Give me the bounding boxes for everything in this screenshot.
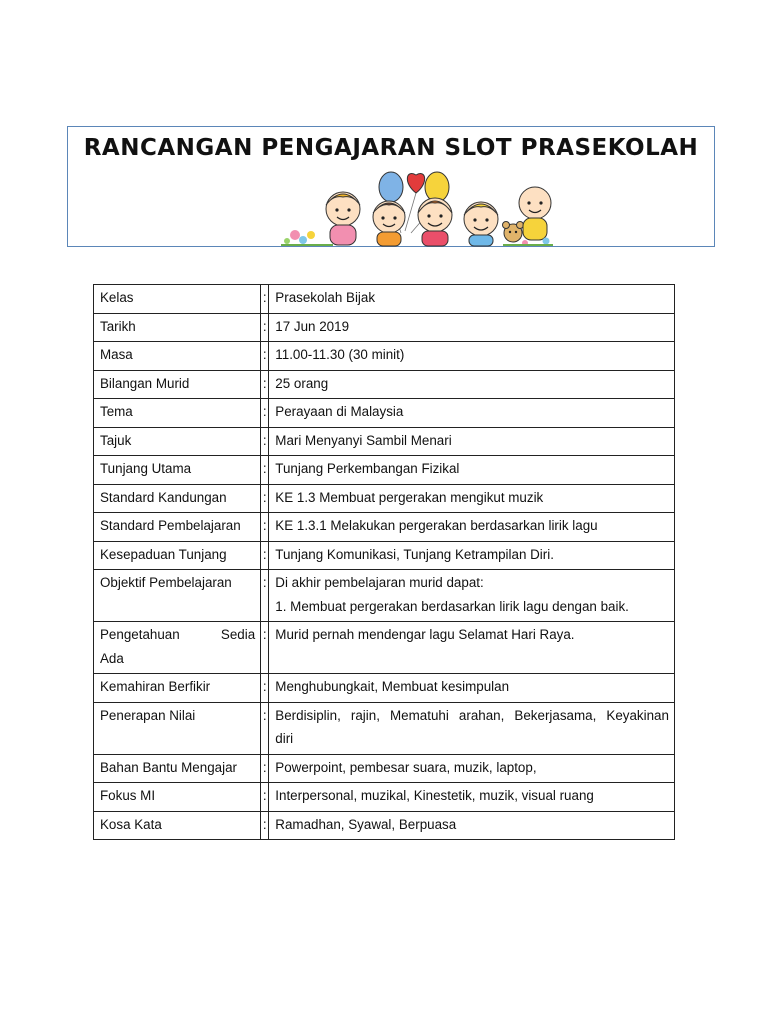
row-separator: : bbox=[261, 754, 269, 783]
row-value: 11.00-11.30 (30 minit) bbox=[269, 342, 675, 371]
table-row-masa bbox=[94, 342, 675, 371]
row-separator: : bbox=[261, 313, 269, 342]
row-label-word: Pengetahuan bbox=[100, 627, 180, 642]
row-label: Standard Pembelajaran bbox=[94, 513, 261, 542]
row-separator: : bbox=[261, 285, 269, 314]
row-separator: : bbox=[261, 456, 269, 485]
children-balloons-illustration bbox=[213, 165, 553, 247]
page-title: RANCANGAN PENGAJARAN SLOT PRASEKOLAH bbox=[83, 135, 699, 161]
row-label: Kelas bbox=[94, 285, 261, 314]
row-separator: : bbox=[261, 513, 269, 542]
table-row-bilangan-murid bbox=[94, 370, 675, 399]
row-separator: : bbox=[261, 541, 269, 570]
row-value: Menghubungkait, Membuat kesimpulan bbox=[269, 674, 675, 703]
row-label: Tunjang Utama bbox=[94, 456, 261, 485]
yellow-balloon-icon bbox=[425, 172, 449, 202]
table-row-tarikh bbox=[94, 313, 675, 342]
row-label: Penerapan Nilai bbox=[94, 702, 261, 754]
row-value: KE 1.3.1 Melakukan pergerakan berdasarkan lirik lagu bbox=[269, 513, 675, 542]
table-row-tema bbox=[94, 399, 675, 428]
row-value-word: Keyakinan bbox=[606, 707, 669, 723]
row-separator: : bbox=[261, 399, 269, 428]
header-banner bbox=[67, 126, 715, 247]
table-row-kemahiran-berfikir bbox=[94, 674, 675, 703]
row-separator: : bbox=[261, 702, 269, 754]
row-value-line bbox=[275, 704, 669, 728]
row-value: Mari Menyanyi Sambil Menari bbox=[269, 427, 675, 456]
row-value-word: Berdisiplin, bbox=[275, 707, 341, 723]
lesson-plan-table bbox=[93, 284, 675, 840]
row-label: Standard Kandungan bbox=[94, 484, 261, 513]
row-separator: : bbox=[261, 342, 269, 371]
row-label-line: Ada bbox=[100, 650, 124, 666]
row-value: Murid pernah mendengar lagu Selamat Hari Raya. bbox=[269, 622, 675, 674]
row-label: Kosa Kata bbox=[94, 811, 261, 840]
table-row-standard-kandungan bbox=[94, 484, 675, 513]
table-row-kelas bbox=[94, 285, 675, 314]
table-row-penerapan-nilai bbox=[94, 702, 675, 754]
row-separator: : bbox=[261, 674, 269, 703]
row-label bbox=[94, 622, 261, 674]
row-value bbox=[269, 570, 675, 622]
row-label: Objektif Pembelajaran bbox=[94, 570, 261, 622]
row-label: Masa bbox=[94, 342, 261, 371]
row-separator: : bbox=[261, 427, 269, 456]
table-row-fokus-mi bbox=[94, 783, 675, 812]
row-label: Bahan Bantu Mengajar bbox=[94, 754, 261, 783]
row-label: Kesepaduan Tunjang bbox=[94, 541, 261, 570]
table-row-tunjang-utama bbox=[94, 456, 675, 485]
table-row-pengetahuan-sedia-ada bbox=[94, 622, 675, 674]
row-label: Tarikh bbox=[94, 313, 261, 342]
table-row-objektif-pembelajaran bbox=[94, 570, 675, 622]
row-value-line: diri bbox=[275, 731, 294, 746]
row-separator: : bbox=[261, 484, 269, 513]
row-separator: : bbox=[261, 783, 269, 812]
table-row-kesepaduan-tunjang bbox=[94, 541, 675, 570]
row-value: 17 Jun 2019 bbox=[269, 313, 675, 342]
row-value-word: arahan, bbox=[458, 707, 505, 723]
row-value bbox=[269, 702, 675, 754]
row-label: Bilangan Murid bbox=[94, 370, 261, 399]
table-row-standard-pembelajaran bbox=[94, 513, 675, 542]
row-separator: : bbox=[261, 622, 269, 674]
row-value: Tunjang Perkembangan Fizikal bbox=[269, 456, 675, 485]
row-value: 25 orang bbox=[269, 370, 675, 399]
row-value: Interpersonal, muzikal, Kinestetik, muzik, visual ruang bbox=[269, 783, 675, 812]
table-row-bahan-bantu-mengajar bbox=[94, 754, 675, 783]
row-separator: : bbox=[261, 370, 269, 399]
row-label-word: Sedia bbox=[220, 627, 256, 642]
blue-balloon-icon bbox=[379, 172, 403, 202]
row-label: Tajuk bbox=[94, 427, 261, 456]
row-value-word: Bekerjasama, bbox=[514, 707, 597, 723]
row-value: Prasekolah Bijak bbox=[269, 285, 675, 314]
row-label: Kemahiran Berfikir bbox=[94, 674, 261, 703]
table-row-kosa-kata bbox=[94, 811, 675, 840]
table-row-tajuk bbox=[94, 427, 675, 456]
row-label: Tema bbox=[94, 399, 261, 428]
row-value: KE 1.3 Membuat pergerakan mengikut muzik bbox=[269, 484, 675, 513]
row-value: Powerpoint, pembesar suara, muzik, laptop, bbox=[269, 754, 675, 783]
row-separator: : bbox=[261, 570, 269, 622]
row-value-line: Di akhir pembelajaran murid dapat: bbox=[275, 575, 484, 590]
row-value: Ramadhan, Syawal, Berpuasa bbox=[269, 811, 675, 840]
row-value-word: rajin, bbox=[350, 707, 380, 723]
heart-balloon-icon bbox=[407, 174, 424, 193]
row-value: Perayaan di Malaysia bbox=[269, 399, 675, 428]
row-value-word: Mematuhi bbox=[390, 707, 449, 723]
row-value-line: 1. Membuat pergerakan berdasarkan lirik lagu dengan baik. bbox=[275, 598, 629, 614]
row-label-line bbox=[100, 623, 255, 647]
row-separator: : bbox=[261, 811, 269, 840]
row-value: Tunjang Komunikasi, Tunjang Ketrampilan Diri. bbox=[269, 541, 675, 570]
row-label: Fokus MI bbox=[94, 783, 261, 812]
